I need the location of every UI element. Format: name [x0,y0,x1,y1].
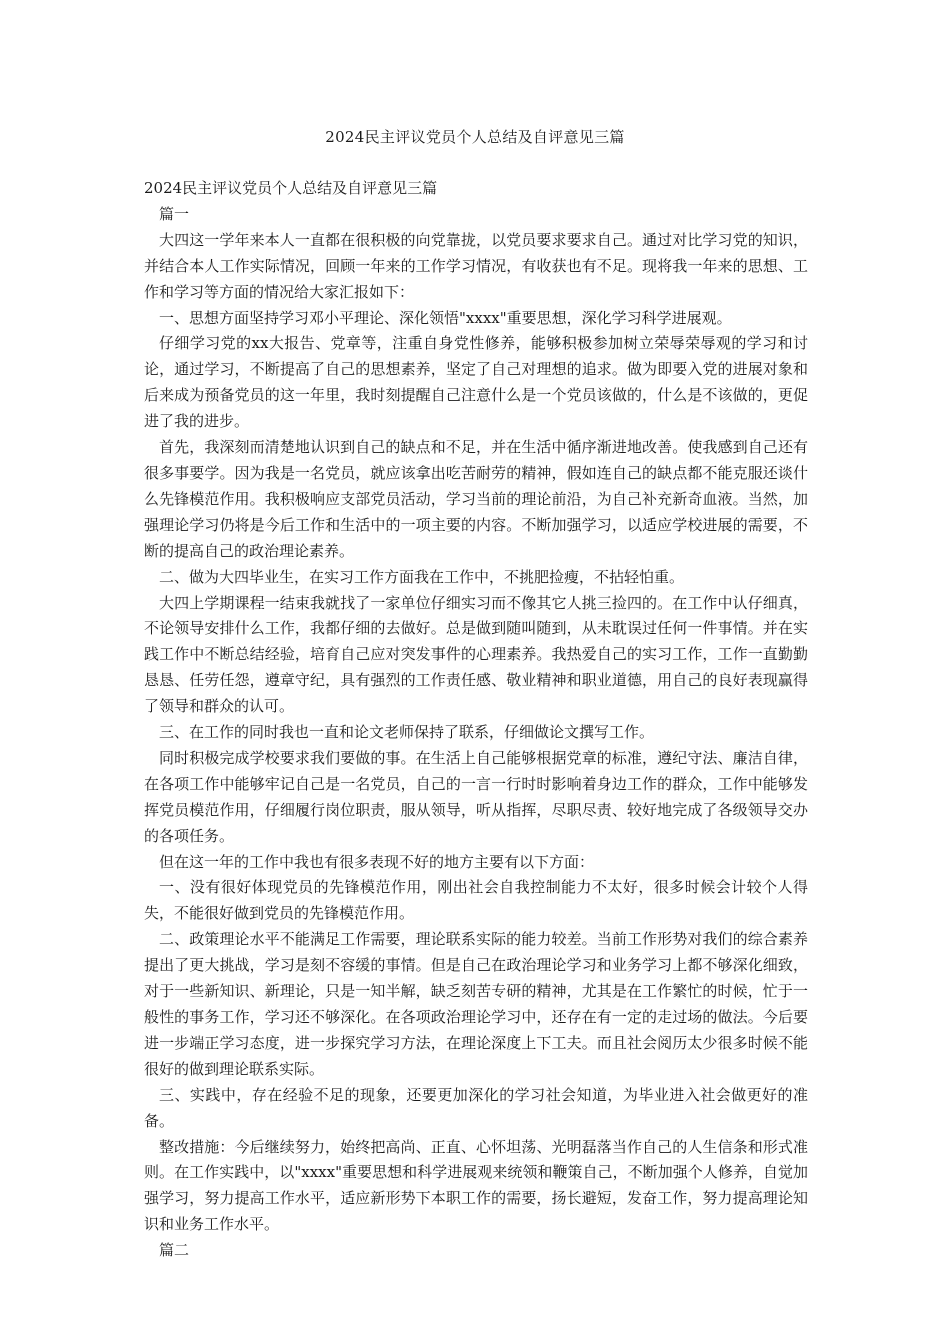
paragraph: 三、实践中，存在经验不足的现象，还要更加深化的学习社会知道，为毕业进入社会做更好的准备。 [144,1085,808,1130]
paragraph: 仔细学习党的xx大报告、党章等，注重自身党性修养，能够积极参加树立荣辱荣辱观的学习和讨论，通过学习，不断提高了自己的思想素养，坚定了自己对理想的追求。做为即要入党的进展对象和后来成为预备党员的这一年里，我时刻提醒自己注意什么是一个党员该做的，什么是不该做的，更促进了我的进步。 [144,334,808,431]
paragraph: 三、在工作的同时我也一直和论文老师保持了联系，仔细做论文撰写工作。 [159,723,655,742]
body-heading: 2024民主评议党员个人总结及自评意见三篇 [144,179,438,197]
paragraph: 整改措施：今后继续努力，始终把高尚、正直、心怀坦荡、光明磊落当作自己的人生信条和形式准则。在工作实践中，以"xxxx"重要思想和科学进展观来统领和鞭策自己，不断加强个人修养，自觉加强学习，努力提高工作水平，适应新形势下本职工作的需要，扬长避短，发奋工作，努力提高理论知识和业务工作水平。 [144,1137,808,1234]
section-label-1: 篇一 [159,204,190,223]
paragraph: 二、做为大四毕业生，在实习工作方面我在工作中，不挑肥捡瘦，不拈轻怕重。 [159,567,685,586]
paragraph: 但在这一年的工作中我也有很多表现不好的地方主要有以下方面： [159,852,595,871]
paragraph: 一、思想方面坚持学习邓小平理论、深化领悟"xxxx"重要思想，深化学习科学进展观。 [159,308,732,327]
paragraph: 大四上学期课程一结束我就找了一家单位仔细实习而不像其它人挑三捡四的。在工作中认仔细真，不论领导安排什么工作，我都仔细的去做好。总是做到随叫随到，从未耽误过任何一件事情。并在实践工作中不断总结经验，培育自己应对突发事件的心理素养。我热爱自己的实习工作，工作一直勤勤恳恳、任劳任怨，遵章守纪，具有强烈的工作责任感、敬业精神和职业道德，用自己的良好表现赢得了领导和群众的认可。 [144,593,808,716]
paragraph: 二、政策理论水平不能满足工作需要，理论联系实际的能力较差。当前工作形势对我们的综合素养提出了更大挑战，学习是刻不容缓的事情。但是自己在政治理论学习和业务学习上都不够深化细致，对于一些新知识、新理论，只是一知半解，缺乏刻苦专研的精神，尤其是在工作繁忙的时候，忙于一般性的事务工作，学习还不够深化。在各项政治理论学习中，还存在有一定的走过场的做法。今后要进一步端正学习态度，进一步探究学习方法，在理论深度上下工夫。而且社会阅历太少很多时候不能很好的做到理论联系实际。 [144,930,808,1078]
paragraph: 同时积极完成学校要求我们要做的事。在生活上自己能够根据党章的标准，遵纪守法、廉洁自律，在各项工作中能够牢记自己是一名党员，自己的一言一行时时影响着身边工作的群众，工作中能够发挥党员模范作用，仔细履行岗位职责，服从领导，听从指挥，尽职尽责、较好地完成了各级领导交办的各项任务。 [144,748,808,845]
paragraph: 大四这一学年来本人一直都在很积极的向党靠拢，以党员要求要求自己。通过对比学习党的知识，并结合本人工作实际情况，回顾一年来的工作学习情况，有收获也有不足。现将我一年来的思想、工作和学习等方面的情况给大家汇报如下： [144,230,808,301]
document-body [144,176,808,1264]
document-title: 2024民主评议党员个人总结及自评意见三篇 [325,128,625,146]
section-label-2: 篇二 [159,1241,190,1260]
paragraph: 一、没有很好体现党员的先锋模范作用，刚出社会自我控制能力不太好，很多时候会计较个人得失，不能很好做到党员的先锋模范作用。 [144,878,808,923]
paragraph: 首先，我深刻而清楚地认识到自己的缺点和不足，并在生活中循序渐进地改善。使我感到自己还有很多事要学。因为我是一名党员，就应该拿出吃苦耐劳的精神，假如连自己的缺点都不能克服还谈什么先锋模范作用。我积极响应支部党员活动，学习当前的理论前沿，为自己补充新奇血液。当然，加强理论学习仍将是今后工作和生活中的一项主要的内容。不断加强学习，以适应学校进展的需要，不断的提高自己的政治理论素养。 [144,438,808,560]
